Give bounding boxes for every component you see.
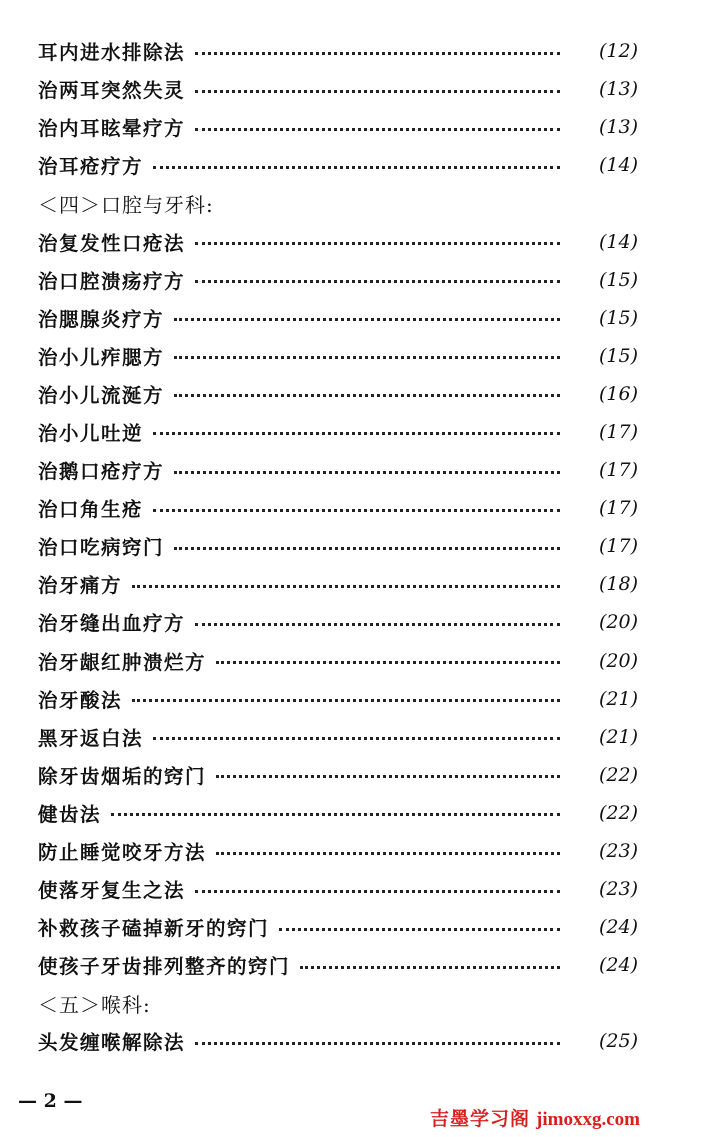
toc-entry bbox=[38, 946, 638, 984]
toc-entry bbox=[38, 299, 638, 337]
toc-entry-title: 治口角生疮 bbox=[38, 498, 144, 522]
toc-entry-page: (20) bbox=[598, 611, 638, 634]
toc-entry-title: 治鹅口疮疗方 bbox=[38, 460, 165, 484]
toc-entry-title: 治内耳眩晕疗方 bbox=[38, 117, 186, 141]
toc-entry-title: 治口腔溃疡疗方 bbox=[38, 269, 186, 293]
toc-entry-page: (17) bbox=[598, 497, 638, 520]
toc-entry bbox=[38, 337, 638, 375]
toc-entry-page: (12) bbox=[598, 40, 638, 63]
toc-entry bbox=[38, 565, 638, 603]
toc-entry bbox=[38, 108, 638, 146]
dot-leader bbox=[195, 242, 560, 245]
toc-entry bbox=[38, 642, 638, 680]
toc-entry-title: 治腮腺炎疗方 bbox=[38, 307, 165, 331]
toc-entry-page: (14) bbox=[598, 230, 638, 253]
toc-entry-page: (22) bbox=[598, 763, 638, 786]
toc-entry-title: 治小儿流涎方 bbox=[38, 383, 165, 407]
toc-entry bbox=[38, 870, 638, 908]
dot-leader bbox=[300, 966, 560, 969]
toc-entry-title: 治牙酸法 bbox=[38, 688, 123, 712]
toc-entry-page: (21) bbox=[598, 687, 638, 710]
dot-leader bbox=[195, 890, 560, 893]
watermark bbox=[430, 1104, 640, 1131]
toc-entry-title: 黑牙返白法 bbox=[38, 726, 144, 750]
toc-entry bbox=[38, 527, 638, 565]
toc-entry-page: (15) bbox=[598, 344, 638, 367]
toc-entry-title: 治小儿吐逆 bbox=[38, 421, 144, 445]
dot-leader bbox=[153, 737, 560, 740]
dot-leader bbox=[174, 547, 560, 550]
toc-entry-page: (15) bbox=[598, 306, 638, 329]
toc-entry bbox=[38, 1022, 638, 1060]
toc-entry-page: (17) bbox=[598, 420, 638, 443]
toc-entry-page: (25) bbox=[598, 1030, 638, 1053]
toc-entry-title: 耳内进水排除法 bbox=[38, 41, 186, 65]
toc-entry-page: (18) bbox=[598, 573, 638, 596]
toc-entry-page: (13) bbox=[598, 116, 638, 139]
dot-leader bbox=[216, 661, 560, 664]
page-number: — 2 — bbox=[18, 1090, 83, 1112]
dot-leader bbox=[153, 432, 560, 435]
dot-leader bbox=[195, 280, 560, 283]
toc-entry-title: 治小儿痄腮方 bbox=[38, 345, 165, 369]
dot-leader bbox=[195, 52, 560, 55]
toc-entry bbox=[38, 718, 638, 756]
toc-entry bbox=[38, 146, 638, 184]
toc-entry bbox=[38, 603, 638, 641]
toc-entry-title: 补救孩子磕掉新牙的窍门 bbox=[38, 917, 270, 941]
dot-leader bbox=[153, 509, 560, 512]
toc-entry-page: (23) bbox=[598, 840, 638, 863]
dot-leader bbox=[174, 394, 560, 397]
dot-leader bbox=[195, 90, 560, 93]
dot-leader bbox=[132, 585, 560, 588]
dot-leader bbox=[216, 852, 560, 855]
toc-entry bbox=[38, 70, 638, 108]
toc-entry-title: 治两耳突然失灵 bbox=[38, 79, 186, 103]
toc-entry-page: (15) bbox=[598, 268, 638, 291]
toc-entry-page: (14) bbox=[598, 154, 638, 177]
section-heading: ＜四＞口腔与牙科: bbox=[38, 192, 214, 217]
toc-entry bbox=[38, 680, 638, 718]
toc-entry-title: 健齿法 bbox=[38, 802, 102, 826]
dot-leader bbox=[195, 128, 560, 131]
toc-entry-page: (23) bbox=[598, 878, 638, 901]
table-of-contents bbox=[38, 32, 638, 1061]
toc-entry-page: (24) bbox=[598, 916, 638, 939]
toc-entry-page: (21) bbox=[598, 725, 638, 748]
toc-entry-page: (16) bbox=[598, 382, 638, 405]
dot-leader bbox=[195, 623, 560, 626]
dot-leader bbox=[111, 813, 560, 816]
watermark-url: jimoxxg.com bbox=[536, 1109, 640, 1130]
dot-leader bbox=[153, 166, 560, 169]
dot-leader bbox=[195, 1042, 560, 1045]
toc-entry bbox=[38, 794, 638, 832]
toc-entry-title: 治复发性口疮法 bbox=[38, 231, 186, 255]
toc-entry bbox=[38, 489, 638, 527]
toc-entry bbox=[38, 261, 638, 299]
toc-entry-title: 使孩子牙齿排列整齐的窍门 bbox=[38, 955, 291, 979]
dot-leader bbox=[174, 471, 560, 474]
toc-entry bbox=[38, 756, 638, 794]
toc-entry-page: (22) bbox=[598, 801, 638, 824]
toc-entry-page: (20) bbox=[598, 649, 638, 672]
toc-entry-page: (17) bbox=[598, 535, 638, 558]
watermark-name: 吉墨学习阁 bbox=[430, 1108, 531, 1130]
dot-leader bbox=[132, 699, 560, 702]
toc-entry bbox=[38, 413, 638, 451]
toc-entry-title: 头发缠喉解除法 bbox=[38, 1031, 186, 1055]
toc-entry bbox=[38, 451, 638, 489]
toc-entry bbox=[38, 832, 638, 870]
toc-entry-title: 治牙龈红肿溃烂方 bbox=[38, 650, 207, 674]
toc-entry bbox=[38, 908, 638, 946]
section-heading: ＜五＞喉科: bbox=[38, 992, 151, 1017]
toc-entry-page: (13) bbox=[598, 78, 638, 101]
toc-entry-title: 防止睡觉咬牙方法 bbox=[38, 841, 207, 865]
dot-leader bbox=[174, 318, 560, 321]
dot-leader bbox=[174, 356, 560, 359]
toc-entry bbox=[38, 375, 638, 413]
toc-entry bbox=[38, 222, 638, 260]
dot-leader bbox=[279, 928, 560, 931]
toc-entry-title: 治耳疮疗方 bbox=[38, 155, 144, 179]
toc-entry-page: (24) bbox=[598, 954, 638, 977]
toc-entry-title: 治牙痛方 bbox=[38, 574, 123, 598]
toc-entry-page: (17) bbox=[598, 459, 638, 482]
toc-entry-title: 治口吃病窍门 bbox=[38, 536, 165, 560]
toc-entry bbox=[38, 32, 638, 70]
dot-leader bbox=[216, 775, 560, 778]
toc-entry-title: 治牙缝出血疗方 bbox=[38, 612, 186, 636]
toc-entry-title: 使落牙复生之法 bbox=[38, 879, 186, 903]
toc-entry-title: 除牙齿烟垢的窍门 bbox=[38, 764, 207, 788]
